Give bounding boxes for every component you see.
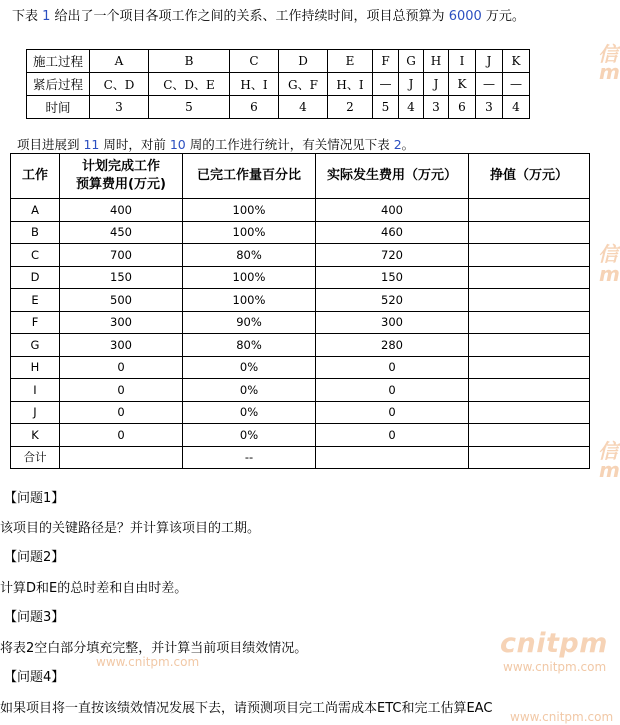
table1-cell: G、F xyxy=(279,73,328,96)
cell-pct: -- xyxy=(183,446,316,469)
table1-cell: C xyxy=(230,50,279,73)
cell-budget xyxy=(60,446,183,469)
table-row xyxy=(11,379,590,402)
cell-pct: 0% xyxy=(183,379,316,402)
table1-cell: — xyxy=(476,73,503,96)
table1-cell: 5 xyxy=(149,96,230,119)
cell-pct: 80% xyxy=(183,334,316,357)
table-row xyxy=(11,199,590,222)
intro-text: 下表 1 给出了一个项目各项工作之间的关系、工作持续时间，项目总预算为 6000 万元。 xyxy=(12,9,525,24)
table1-cell: J xyxy=(476,50,503,73)
cell-ev xyxy=(469,244,590,267)
table1-header-task: 施工过程 xyxy=(27,50,90,73)
table1-cell: 3 xyxy=(90,96,149,119)
watermark-side-text: m xyxy=(599,458,620,482)
table1-cell: E xyxy=(328,50,373,73)
table1-cell: — xyxy=(373,73,399,96)
table1-cell: I xyxy=(449,50,476,73)
cell-budget: 0 xyxy=(60,379,183,402)
cell-pct: 0% xyxy=(183,424,316,447)
table1-cell: B xyxy=(149,50,230,73)
col-actual-header: 实际发生费用（万元） xyxy=(316,154,469,199)
col-percent-header: 已完工作量百分比 xyxy=(183,154,316,199)
cell-ev xyxy=(469,424,590,447)
cell-pct: 0% xyxy=(183,356,316,379)
table1-cell: 6 xyxy=(230,96,279,119)
table1-cell: J xyxy=(399,73,424,96)
cell-pct: 0% xyxy=(183,401,316,424)
total-row xyxy=(11,446,590,469)
cell-ev xyxy=(469,334,590,357)
cell-ev xyxy=(469,199,590,222)
table1-cell: C、D xyxy=(90,73,149,96)
progress-text: 项目进展到 11 周时，对前 10 周的工作进行统计，有关情况见下表 2。 xyxy=(17,137,415,152)
cell-pct: 100% xyxy=(183,289,316,312)
cell-pct: 100% xyxy=(183,199,316,222)
table2-body xyxy=(11,199,590,469)
cell-actual: 280 xyxy=(316,334,469,357)
cell-actual: 0 xyxy=(316,424,469,447)
table1-cell: 4 xyxy=(279,96,328,119)
watermark-url: www.cnitpm.com xyxy=(503,660,607,674)
cell-actual: 0 xyxy=(316,401,469,424)
table1-cell: 4 xyxy=(503,96,530,119)
table-row xyxy=(11,311,590,334)
cell-ev xyxy=(469,221,590,244)
cell-ev xyxy=(469,311,590,334)
watermark-brand: cnitpm xyxy=(500,628,608,659)
watermark-side-text: m xyxy=(599,60,620,84)
cell-budget: 700 xyxy=(60,244,183,267)
cell-budget: 400 xyxy=(60,199,183,222)
cell-pct: 100% xyxy=(183,266,316,289)
col-ev-header: 挣值（万元） xyxy=(469,154,590,199)
table1-cell: A xyxy=(90,50,149,73)
col-budget-header-line2: 预算费用(万元) xyxy=(76,177,166,192)
table1-cell: K xyxy=(503,50,530,73)
table-row xyxy=(11,401,590,424)
cell-actual: 0 xyxy=(316,379,469,402)
cell-actual: 520 xyxy=(316,289,469,312)
cell-actual: 400 xyxy=(316,199,469,222)
cell-task: E xyxy=(11,289,60,312)
table1-cell: 6 xyxy=(449,96,476,119)
watermark-side-text: m xyxy=(599,262,620,286)
table1-cell: 5 xyxy=(373,96,399,119)
task-row xyxy=(27,50,530,73)
table1-header-duration: 时间 xyxy=(27,96,90,119)
table-row xyxy=(11,221,590,244)
cell-task: I xyxy=(11,379,60,402)
table1-cell: H、I xyxy=(230,73,279,96)
table-row xyxy=(11,334,590,357)
table1-cell: H、I xyxy=(328,73,373,96)
successor-row xyxy=(27,73,530,96)
cell-actual: 720 xyxy=(316,244,469,267)
table1-cell: 4 xyxy=(399,96,424,119)
table1-cell: C、D、E xyxy=(149,73,230,96)
col-budget-header xyxy=(60,154,183,199)
question1-text: 该项目的关键路径是？并计算该项目的工期。 xyxy=(0,521,261,536)
cell-ev xyxy=(469,356,590,379)
watermark-url: www.cnitpm.com xyxy=(96,655,200,669)
cell-ev xyxy=(469,266,590,289)
duration-row xyxy=(27,96,530,119)
cell-task: C xyxy=(11,244,60,267)
cell-task: K xyxy=(11,424,60,447)
cell-actual: 150 xyxy=(316,266,469,289)
cell-ev xyxy=(469,401,590,424)
cell-actual: 300 xyxy=(316,311,469,334)
cell-task: F xyxy=(11,311,60,334)
cell-ev xyxy=(469,379,590,402)
watermark-url: www.cnitpm.com xyxy=(510,710,614,724)
question2-text: 计算D和E的总时差和自由时差。 xyxy=(0,581,188,596)
question4-text: 如果项目将一直按该绩效情况发展下去，请预测项目完工尚需成本ETC和完工估算EAC xyxy=(0,701,493,716)
table-row xyxy=(11,266,590,289)
cell-budget: 500 xyxy=(60,289,183,312)
cell-pct: 100% xyxy=(183,221,316,244)
cell-ev xyxy=(469,446,590,469)
task-relation-table xyxy=(26,49,530,119)
cell-task: B xyxy=(11,221,60,244)
table1-cell: 3 xyxy=(476,96,503,119)
cell-budget: 0 xyxy=(60,356,183,379)
cell-budget: 300 xyxy=(60,311,183,334)
cell-budget: 300 xyxy=(60,334,183,357)
cell-task: G xyxy=(11,334,60,357)
cell-pct: 80% xyxy=(183,244,316,267)
cell-budget: 0 xyxy=(60,401,183,424)
cell-pct: 90% xyxy=(183,311,316,334)
cell-budget: 450 xyxy=(60,221,183,244)
question1-title: 【问题1】 xyxy=(4,491,65,506)
table1-cell: — xyxy=(503,73,530,96)
earned-value-table xyxy=(10,153,590,469)
cell-actual: 460 xyxy=(316,221,469,244)
table1-header-successor: 紧后过程 xyxy=(27,73,90,96)
table1-cell: F xyxy=(373,50,399,73)
table1-cell: 2 xyxy=(328,96,373,119)
question4-title: 【问题4】 xyxy=(4,670,65,685)
cell-task: D xyxy=(11,266,60,289)
question3-text: 将表2空白部分填充完整，并计算当前项目绩效情况。 xyxy=(0,641,308,656)
table-row xyxy=(11,424,590,447)
cell-actual xyxy=(316,446,469,469)
watermark-side-char: 信 xyxy=(598,242,618,266)
cell-budget: 0 xyxy=(60,424,183,447)
col-budget-header-line1: 计划完成工作 xyxy=(81,159,160,174)
question2-title: 【问题2】 xyxy=(4,550,65,565)
table-row xyxy=(11,289,590,312)
watermark-side-char: 信 xyxy=(598,439,618,463)
cell-actual: 0 xyxy=(316,356,469,379)
table1-cell: H xyxy=(424,50,449,73)
cell-task: J xyxy=(11,401,60,424)
table1-cell: K xyxy=(449,73,476,96)
cell-task: A xyxy=(11,199,60,222)
table-row xyxy=(11,244,590,267)
watermark-side-char: 信 xyxy=(598,42,618,66)
table2-header-row xyxy=(11,154,590,199)
table-row xyxy=(11,356,590,379)
question3-title: 【问题3】 xyxy=(4,610,65,625)
cell-task: 合计 xyxy=(11,446,60,469)
table1-cell: J xyxy=(424,73,449,96)
cell-budget: 150 xyxy=(60,266,183,289)
table1-cell: D xyxy=(279,50,328,73)
table1-cell: G xyxy=(399,50,424,73)
table1-cell: 3 xyxy=(424,96,449,119)
cell-task: H xyxy=(11,356,60,379)
col-task-header: 工作 xyxy=(11,154,60,199)
cell-ev xyxy=(469,289,590,312)
